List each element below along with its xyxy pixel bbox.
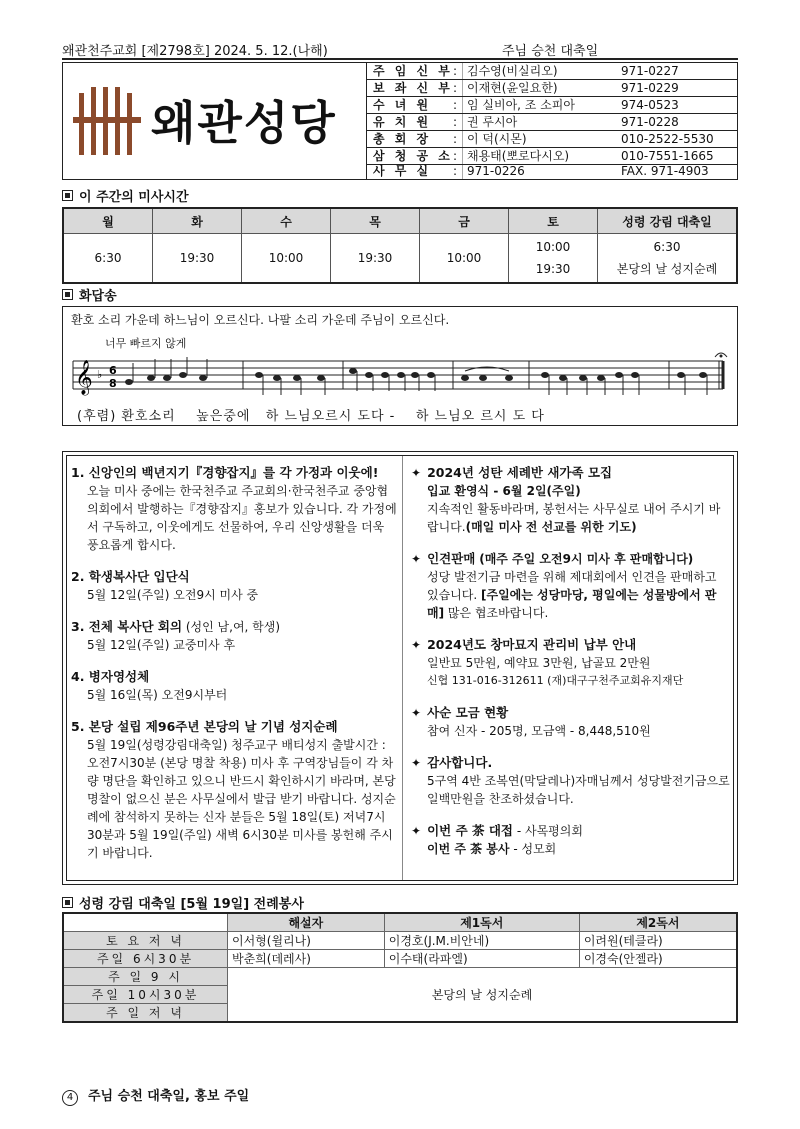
- liturgy-cell: 박춘희(데레사): [228, 950, 385, 968]
- notice-item: [411, 464, 731, 536]
- svg-text:𝄞: 𝄞: [75, 360, 93, 395]
- table-row: [63, 932, 737, 950]
- staff-directory: [367, 62, 738, 180]
- staff-role: 삼 청 공 소: [373, 149, 453, 163]
- mass-time: 10:00: [242, 234, 331, 284]
- notice-title-2: 이번 주 茶 봉사: [427, 842, 510, 856]
- liturgy-title: 성령 강림 대축일 [5월 19일] 전례봉사: [62, 893, 304, 912]
- notices-right-column: [411, 464, 731, 872]
- notice-item: [411, 704, 731, 740]
- day-header: 수: [242, 208, 331, 234]
- psalm-box: [62, 306, 738, 426]
- staff-row: 보 좌 신 부 : 이재현(윤일요한) 971-0229: [373, 81, 679, 95]
- staff-role: 보 좌 신 부: [373, 81, 453, 95]
- notice-item: [71, 618, 397, 654]
- day-header: 성령 강림 대축일: [598, 208, 738, 234]
- table-row: [63, 950, 737, 968]
- notice-title: ✦ 2024년도 창마묘지 관리비 납부 안내: [411, 636, 731, 654]
- notice-body-account: 신협 131-016-312611 (재)대구구천주교회유지재단: [427, 674, 684, 687]
- notice-body: 5월 16일(목) 오전9시부터: [87, 688, 228, 702]
- liturgy-header: 제1독서: [384, 913, 579, 932]
- mass-time: 10:00: [420, 234, 509, 284]
- notice-body: 일반묘 5만원, 예약묘 3만원, 납골묘 2만원: [427, 656, 651, 670]
- staff-role: 유 치 원: [373, 115, 432, 129]
- staff-tel: 974-0523: [621, 98, 679, 112]
- section-square-icon: [62, 897, 73, 908]
- staff-name: 채용태(뽀로다시오): [467, 149, 570, 163]
- liturgy-cell: 이서형(윌리나): [228, 932, 385, 950]
- staff-row: 삼 청 공 소 : 채용태(뽀로다시오) 010-7551-1665: [373, 149, 714, 163]
- notice-title: 5. 본당 설립 제96주년 본당의 날 기념 성지순례: [71, 719, 338, 734]
- notice-item: [411, 636, 731, 690]
- staff-row: 유 치 원 : 권 루시아 971-0228: [373, 115, 679, 129]
- liturgy-time: 주일 6시30분: [63, 950, 228, 968]
- page-number: 4: [62, 1090, 78, 1106]
- notice-item: [411, 550, 731, 622]
- saturday-times: 10:00 19:30: [509, 234, 598, 284]
- liturgy-time: 주 일 9 시: [63, 968, 228, 986]
- notice-body: 오늘 미사 중에는 한국천주교 주교회의·한국천주교 중앙협의회에서 발행하는『경향잡지』홍보가 있습니다. 각 가정에서 구독하고, 이웃에게도 선물하여, 우리 신앙생활을 더욱 풍요롭게 합시다.: [87, 484, 397, 552]
- responsorial-psalm-title: 화답송: [62, 285, 117, 304]
- notices-panel: [62, 451, 738, 885]
- staff-tel: 971-0229: [621, 81, 679, 95]
- notice-title: 2. 학생복사단 입단식: [71, 569, 190, 584]
- liturgy-cell: 이수태(라파엘): [384, 950, 579, 968]
- notice-body: 5월 12일(주일) 오전9시 미사 중: [87, 588, 259, 602]
- liturgy-table: [62, 912, 738, 1023]
- liturgy-cell: 이경숙(안젤라): [579, 950, 737, 968]
- notice-body: 5월 12일(주일) 교중미사 후: [87, 638, 236, 652]
- svg-text:♭: ♭: [97, 368, 103, 381]
- parish-logo-text: 왜관성당: [151, 96, 337, 150]
- notice-title: ✦ 사순 모금 현황: [411, 704, 731, 722]
- notice-title: 3. 전체 복사단 회의: [71, 619, 183, 634]
- liturgy-merged-cell: 본당의 날 성지순례: [228, 968, 738, 1023]
- staff-tel: FAX. 971-4903: [621, 164, 709, 178]
- notice-subtitle: 입교 환영식 - 6월 2일(주일): [427, 484, 581, 498]
- day-header: 목: [331, 208, 420, 234]
- logo-panel: [62, 62, 367, 180]
- mass-time: 19:30: [331, 234, 420, 284]
- staff-name: 이재현(윤일요한): [467, 81, 558, 95]
- staff-role: 주 임 신 부: [373, 64, 453, 78]
- staff-row: 사 무 실 : 971-0226 FAX. 971-4903: [373, 164, 709, 178]
- notice-title: ✦ 이번 주 茶 대접: [411, 823, 513, 838]
- footer-text: 주님 승천 대축일, 홍보 주일: [88, 1089, 250, 1104]
- svg-text:8: 8: [109, 377, 117, 390]
- notice-title: ✦ 인견판매: [411, 551, 475, 566]
- day-header: 토: [509, 208, 598, 234]
- parish-issue-info: 왜관천주교회 [제2798호] 2024. 5. 12.(나해): [62, 44, 328, 59]
- notice-body: 5구역 4반 조복연(막달레나)자매님께서 성당발전기금으로 일백만원을 찬조하셨습니다.: [427, 774, 730, 806]
- day-header: 월: [63, 208, 153, 234]
- staff-row: 총 회 장 : 이 덕(시몬) 010-2522-5530: [373, 132, 714, 146]
- psalm-text: 환호 소리 가운데 하느님이 오르신다. 나팔 소리 가운데 주님이 오르신다.: [71, 313, 450, 327]
- liturgy-time: 주 일 저 녁: [63, 1004, 228, 1023]
- staff-tel: 971-0227: [621, 64, 679, 78]
- liturgy-time: 주일 10시30분: [63, 986, 228, 1004]
- liturgy-header: 해설자: [228, 913, 385, 932]
- notice-body-end: 많은 협조바랍니다.: [447, 606, 549, 620]
- notice-title-extra: (매주 주일 오전9시 미사 후 판매합니다): [479, 552, 694, 566]
- mass-time: 19:30: [153, 234, 242, 284]
- mass-schedule-table: [62, 207, 738, 284]
- liturgy-header: 제2독서: [579, 913, 737, 932]
- staff-name: 971-0226: [467, 164, 525, 178]
- parish-logo-icon: [71, 83, 143, 163]
- notice-title-extra: (성인 남,여, 학생): [185, 620, 281, 634]
- header-rule: [62, 58, 738, 60]
- notice-title-value: - 사목평의회: [516, 824, 583, 838]
- staff-tel: 010-2522-5530: [621, 132, 714, 146]
- notice-body-bold: [주일에는 성당마당, 평일에는 성물방에서 판매]: [427, 588, 717, 620]
- staff-row: 주 임 신 부 : 김수영(비실리오) 971-0227: [373, 64, 679, 78]
- staff-name: 권 루시아: [467, 115, 518, 129]
- notice-item: [71, 718, 397, 862]
- staff-role: 사 무 실: [373, 164, 432, 178]
- section-square-icon: [62, 289, 73, 300]
- liturgy-time: 토 요 저 녁: [63, 932, 228, 950]
- staff-name: 이 덕(시몬): [467, 132, 527, 146]
- notice-body: 성당 발전기금 마련을 위해 제대회에서 인견을 판매하고 있습니다.: [427, 570, 717, 602]
- notice-item: [71, 668, 397, 704]
- notice-body: 참여 신자 - 205명, 모금액 - 8,448,510원: [427, 724, 651, 738]
- day-header: 화: [153, 208, 242, 234]
- liturgy-cell: 이경호(J.M.비안네): [384, 932, 579, 950]
- liturgy-cell: 이려원(테클라): [579, 932, 737, 950]
- staff-row: 수 녀 원 : 임 실비아, 조 소피아 974-0523: [373, 98, 679, 112]
- svg-text:6: 6: [109, 364, 117, 377]
- section-square-icon: [62, 190, 73, 201]
- mass-time: 6:30: [63, 234, 153, 284]
- feast-title: 주님 승천 대축일: [502, 44, 599, 59]
- pentecost-times: 6:30 본당의 날 성지순례: [598, 234, 738, 284]
- notice-title: ✦ 2024년 성탄 세례반 새가족 모집: [411, 464, 731, 482]
- notice-body: 지속적인 활동바라며, 봉헌서는 사무실로 내어 주시기 바랍니다.: [427, 502, 721, 534]
- staff-role: 수 녀 원: [373, 98, 432, 112]
- tempo-marking: 너무 빠르지 않게: [105, 337, 187, 350]
- day-header: 금: [420, 208, 509, 234]
- staff-tel: 971-0228: [621, 115, 679, 129]
- notice-item: [411, 822, 731, 858]
- liturgy-corner: [63, 913, 228, 932]
- notice-title: ✦ 감사합니다.: [411, 754, 731, 772]
- notice-title: 1. 신앙인의 백년지기『경향잡지』를 각 가정과 이웃에!: [71, 465, 379, 480]
- notice-body-bold: (매일 미사 전 선교를 위한 기도): [465, 520, 637, 534]
- notice-title-2-value: - 성모회: [513, 842, 557, 856]
- notice-title: 4. 병자영성체: [71, 669, 150, 684]
- staff-name: 김수영(비실리오): [467, 64, 558, 78]
- psalm-lyrics: (후렴) 환호소리 높은중에 하 느님오르시 도다 - 하 느님오 르시 도 다: [77, 409, 545, 424]
- music-staff-icon: [69, 351, 729, 407]
- notice-body: 5월 19일(성령강림대축일) 청주교구 배티성지 출발시간 : 오전7시30분 (본당 명찰 착용) 미사 후 구역장님들이 각 차량 명단을 확인하고 있으니 반드시 확인하시기 바라며, 본당 명찰이 없으신 분은 사무실에서 발급 받기 바랍니다. 성지순례에 참석하지 못하는 신자 분들은 5월 18일(토) 저녁7시30분과 5월 19일(주일) 새벽 6시30분 미사를 봉헌해 주시기 바랍니다.: [87, 738, 396, 860]
- staff-role: 총 회 장: [373, 132, 432, 146]
- notices-left-column: [71, 464, 397, 876]
- notice-item: [411, 754, 731, 808]
- notice-item: [71, 464, 397, 554]
- mass-schedule-title: 이 주간의 미사시간: [62, 186, 189, 205]
- notice-item: [71, 568, 397, 604]
- table-row: [63, 968, 737, 986]
- staff-tel: 010-7551-1665: [621, 149, 714, 163]
- page-footer: [62, 1085, 249, 1106]
- staff-name: 임 실비아, 조 소피아: [467, 98, 575, 112]
